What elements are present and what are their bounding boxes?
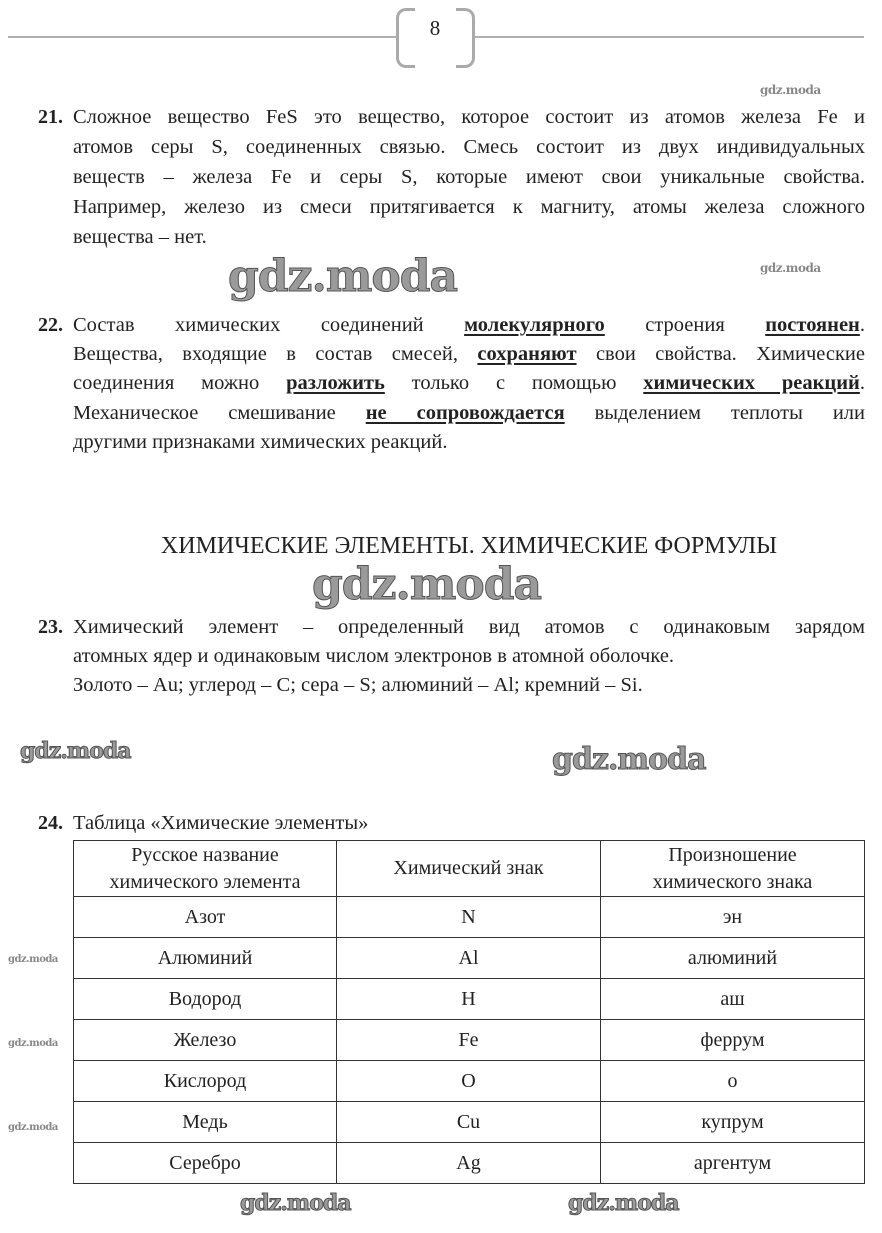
text: строения	[604, 314, 766, 336]
watermark: gdz.moda	[760, 83, 821, 97]
text: Вещества, входящие в состав смесей,	[73, 343, 478, 365]
table-row	[74, 1102, 865, 1143]
element-name-cell: Водород	[74, 979, 337, 1020]
watermark: gdz.moda	[568, 1190, 679, 1216]
element-symbol-cell: N	[337, 897, 601, 938]
text: свои свойства. Химические	[576, 343, 865, 365]
element-name-cell: Железо	[74, 1020, 337, 1061]
text: только с помощью	[384, 372, 644, 394]
question-number: 23.	[38, 616, 63, 638]
q22-line	[73, 310, 865, 340]
q23-line: Химический элемент – определенный вид атомов с одинаковым зарядом	[73, 616, 865, 638]
question-number: 24.	[38, 812, 63, 834]
column-header: Химический знак	[337, 841, 601, 897]
column-header: Русское название химического элемента	[74, 841, 337, 897]
pronunciation-cell: феррум	[601, 1020, 865, 1061]
watermark: gdz.moda	[240, 1190, 351, 1216]
element-symbol-cell: Ag	[337, 1143, 601, 1184]
pronunciation-cell: аш	[601, 979, 865, 1020]
table-row	[74, 979, 865, 1020]
text: Состав химических соединений	[73, 314, 465, 336]
watermark: gdz.moda	[312, 559, 542, 610]
watermark: gdz.moda	[760, 261, 821, 275]
text: выделением теплоты или	[564, 402, 865, 424]
elements-table	[73, 840, 865, 1184]
answer: разложить	[286, 372, 385, 394]
watermark: gdz.moda	[8, 1038, 58, 1049]
q21-line: Сложное вещество FeS это вещество, которое состоит из атомов железа Fe и	[73, 106, 865, 128]
q23-line: Золото – Au; углерод – C; сера – S; алюминий – Al; кремний – Si.	[73, 674, 643, 696]
q22-line	[73, 339, 865, 369]
watermark: gdz.moda	[20, 738, 131, 764]
page-number: 8	[429, 16, 441, 40]
watermark: gdz.moda	[8, 954, 58, 965]
text: соединения можно	[73, 372, 287, 394]
table-row	[74, 1143, 865, 1184]
element-name-cell: Серебро	[74, 1143, 337, 1184]
q22-line	[73, 368, 865, 398]
table-row	[74, 938, 865, 979]
q21-line: веществ – железа Fe и серы S, которые имеют свои уникальные свойства.	[73, 166, 865, 188]
table-header-row	[74, 841, 865, 897]
q22-line: другими признаками химических реакций.	[73, 431, 448, 453]
table-row	[74, 1061, 865, 1102]
element-symbol-cell: O	[337, 1061, 601, 1102]
element-name-cell: Алюминий	[74, 938, 337, 979]
answer: сохраняют	[477, 343, 577, 365]
pronunciation-cell: эн	[601, 897, 865, 938]
pronunciation-cell: о	[601, 1061, 865, 1102]
q21-line: Например, железо из смеси притягивается к магниту, атомы железа сложного	[73, 196, 865, 218]
watermark: gdz.moda	[8, 1122, 58, 1133]
element-name-cell: Медь	[74, 1102, 337, 1143]
watermark: gdz.moda	[228, 251, 458, 302]
q21-line: вещества – нет.	[73, 226, 207, 248]
element-name-cell: Кислород	[74, 1061, 337, 1102]
text: Механическое смешивание	[73, 402, 366, 424]
q21-line: атомов серы S, соединенных связью. Смесь состоит из двух индивидуальных	[73, 136, 865, 158]
header-rule-right	[474, 36, 864, 38]
answer: постоянен	[765, 314, 860, 336]
q23-line: атомных ядер и одинаковым числом электронов в атомной оболочке.	[73, 645, 675, 667]
answer: не сопровождается	[365, 402, 565, 424]
header-rule-left	[8, 36, 398, 38]
table-row	[74, 1020, 865, 1061]
element-symbol-cell: Fe	[337, 1020, 601, 1061]
column-header: Произношение химического знака	[601, 841, 865, 897]
q22-line	[73, 398, 865, 428]
table-title: Таблица «Химические элементы»	[73, 812, 369, 834]
section-heading: ХИМИЧЕСКИЕ ЭЛЕМЕНТЫ. ХИМИЧЕСКИЕ ФОРМУЛЫ	[160, 533, 778, 559]
element-name-cell: Азот	[74, 897, 337, 938]
element-symbol-cell: Al	[337, 938, 601, 979]
question-number: 22.	[38, 314, 63, 336]
text: .	[859, 314, 865, 336]
text: .	[859, 372, 865, 394]
pronunciation-cell: алюминий	[601, 938, 865, 979]
answer: химических реакций	[643, 372, 860, 394]
answer: молекулярного	[464, 314, 605, 336]
element-symbol-cell: H	[337, 979, 601, 1020]
question-number: 21.	[38, 106, 63, 128]
pronunciation-cell: купрум	[601, 1102, 865, 1143]
pronunciation-cell: аргентум	[601, 1143, 865, 1184]
element-symbol-cell: Cu	[337, 1102, 601, 1143]
watermark: gdz.moda	[552, 742, 706, 777]
table-row	[74, 897, 865, 938]
